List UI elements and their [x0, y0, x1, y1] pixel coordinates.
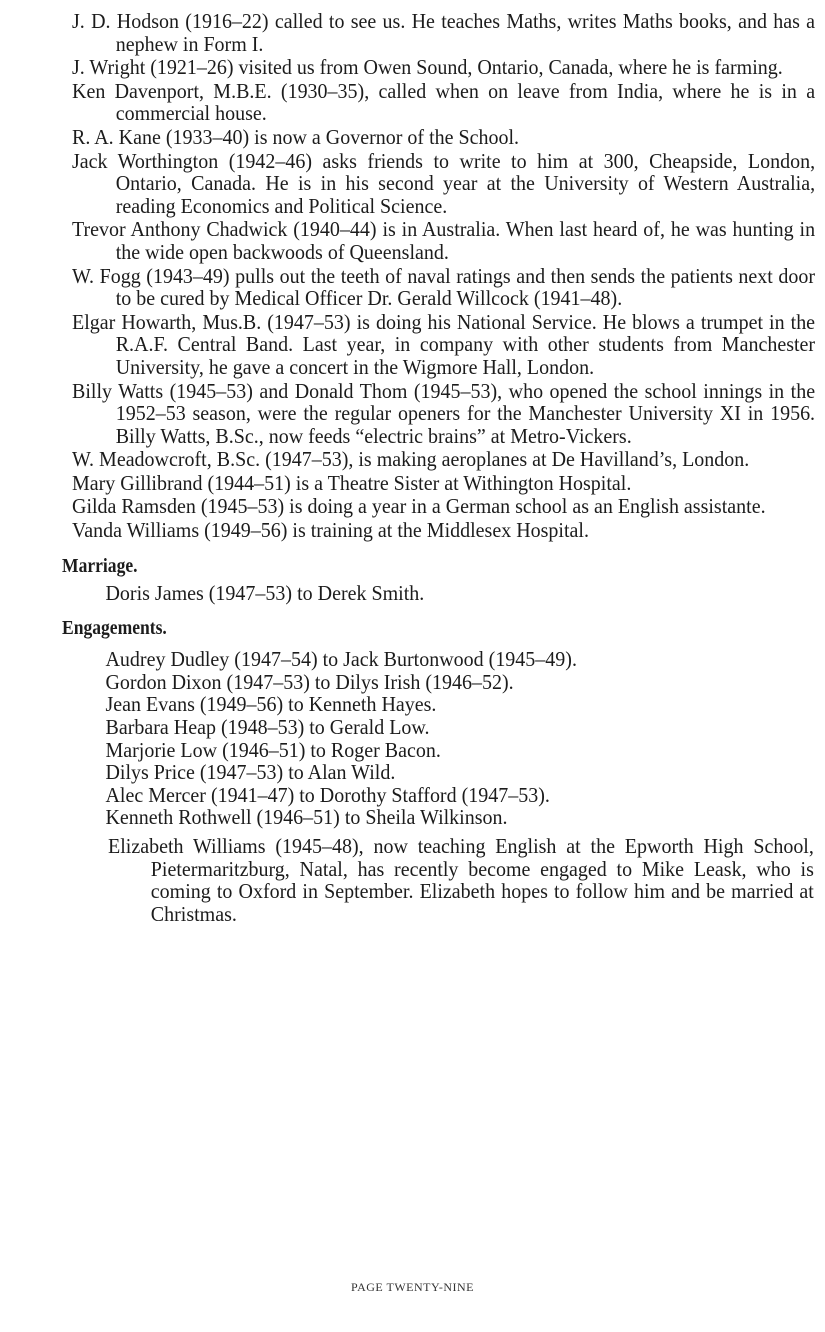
engagement-item: Dilys Price (1947–53) to Alan Wild. [105, 760, 396, 785]
engagements-heading: Engagements. [62, 618, 167, 640]
engagements-list [72, 648, 772, 829]
news-entry: Vanda Williams (1949–56) is training at the Middlesex Hospital. [72, 518, 589, 543]
engagement-item: Audrey Dudley (1947–54) to Jack Burtonwood (1945–49). [105, 647, 577, 672]
engagement-item: Kenneth Rothwell (1946–51) to Sheila Wilkinson. [105, 805, 508, 830]
engagement-item: Alec Mercer (1941–47) to Dorothy Stafford (1947–53). [105, 782, 550, 807]
news-entry: W. Meadowcroft, B.Sc. (1947–53), is making aeroplanes at De Havilland’s, London. [72, 447, 750, 472]
marriage-section [62, 555, 772, 605]
news-entry: Billy Watts (1945–53) and Donald Thom (1945–53), who opened the school innings in the 1952–53 season, were the regular openers for the Manchester University XI in 1956. Billy Watts, B.Sc., now feeds “electric brains” at Metro-Vickers. [72, 378, 816, 448]
news-entry: Trevor Anthony Chadwick (1940–44) is in Australia. When last heard of, he was hunting in the wide open backwoods of Queensland. [72, 217, 816, 264]
news-entry: Gilda Ramsden (1945–53) is doing a year in a German school as an English assistante. [72, 494, 766, 519]
engagements-section [62, 618, 814, 926]
news-entry: Ken Davenport, M.B.E. (1930–35), called when on leave from India, where he is in a commercial house. [72, 78, 816, 126]
page-number: PAGE TWENTY-NINE [351, 1280, 474, 1294]
engagement-note: Elizabeth Williams (1945–48), now teaching English at the Epworth High School, Pietermaritzburg, Natal, has recently become engaged to Mike Leask, who is coming to Oxford in September. Elizabeth hopes to follow him and be married at Christmas. [108, 834, 814, 926]
page-body [62, 9, 816, 926]
engagement-item: Marjorie Low (1946–51) to Roger Bacon. [105, 737, 441, 762]
engagement-item: Barbara Heap (1948–53) to Gerald Low. [105, 715, 430, 740]
news-entry: Jack Worthington (1942–46) asks friends to write to him at 300, Cheapside, London, Ontario, Canada. He is in his second year at the University of Western Australia, reading Economics and Political Science. [72, 148, 816, 218]
news-entry: R. A. Kane (1933–40) is now a Governor of the School. [72, 124, 520, 149]
news-entry: Mary Gillibrand (1944–51) is a Theatre Sister at Withington Hospital. [72, 470, 632, 495]
news-entry: W. Fogg (1943–49) pulls out the teeth of naval ratings and then sends the patients next door to be cured by Medical Officer Dr. Gerald Willcock (1941–48). [72, 263, 816, 311]
news-entry: J. D. Hodson (1916–22) called to see us. He teaches Maths, writes Maths books, and has a nephew in Form I. [72, 9, 816, 56]
marriage-item: Doris James (1947–53) to Derek Smith. [105, 580, 425, 605]
engagement-item: Jean Evans (1949–56) to Kenneth Hayes. [105, 692, 437, 717]
engagement-item: Gordon Dixon (1947–53) to Dilys Irish (1946–52). [105, 669, 514, 694]
news-entries [72, 9, 816, 543]
news-entry: J. Wright (1921–26) visited us from Owen Sound, Ontario, Canada, where he is farming. [72, 55, 783, 80]
news-entry: Elgar Howarth, Mus.B. (1947–53) is doing his National Service. He blows a trumpet in the R.A.F. Central Band. Last year, in company with other students from Manchester University, he gave a concert in the Wigmore Hall, London. [72, 309, 816, 379]
marriage-heading: Marriage. [62, 555, 138, 577]
